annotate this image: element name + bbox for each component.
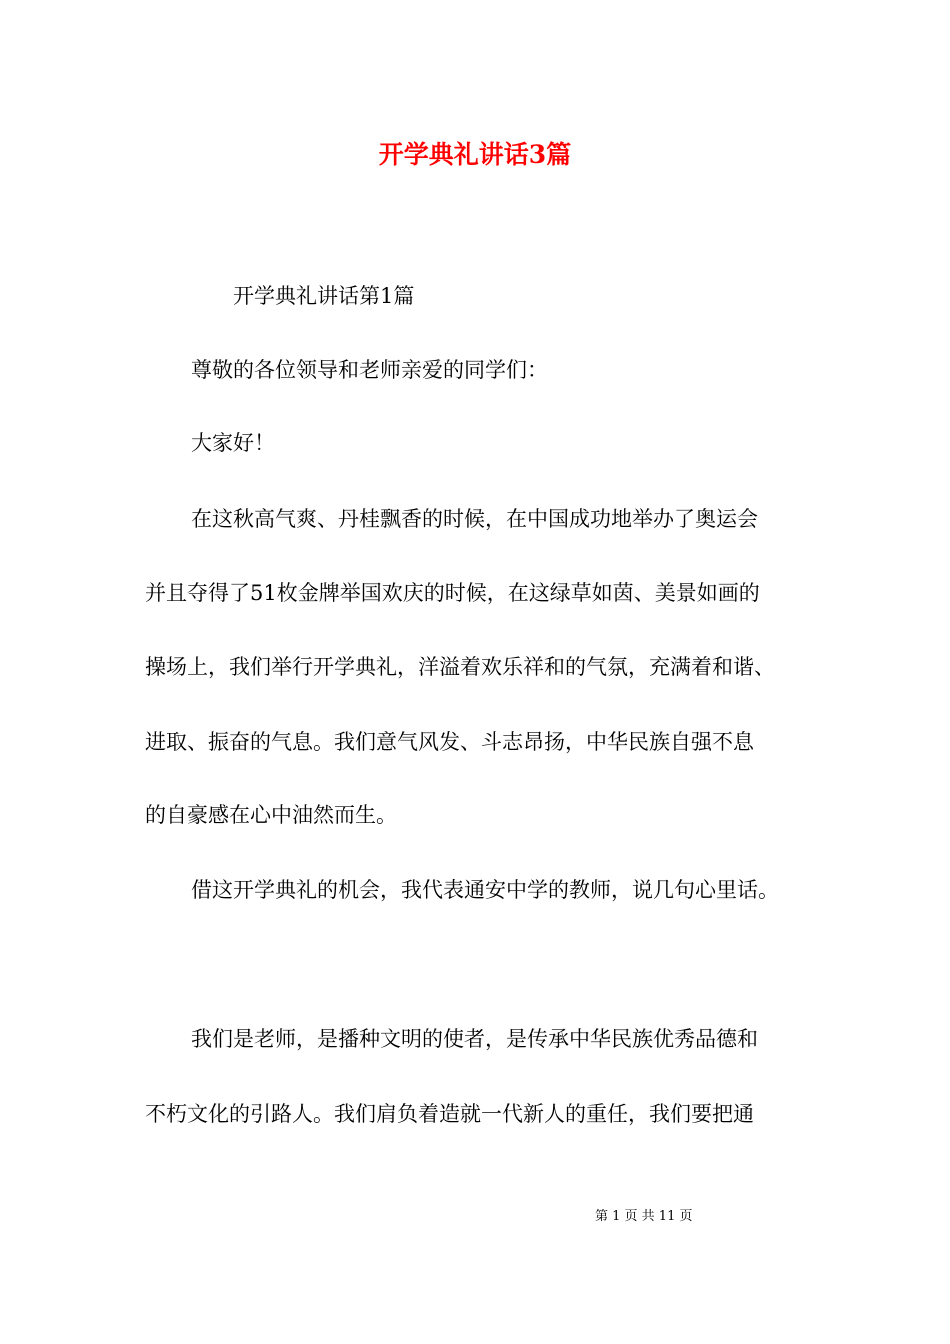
paragraph-1-line: 操场上，我们举行开学典礼，洋溢着欢乐祥和的气氛，充满着和谐、 [145,655,775,679]
paragraph-3-line: 不朽文化的引路人。我们肩负着造就一代新人的重任，我们要把通 [145,1102,754,1126]
page-number-footer: 第 1 页 共 11 页 [595,1209,693,1224]
paragraph-1-line: 并且夺得了51枚金牌举国欢庆的时候，在这绿草如茵、美景如画的 [145,581,760,605]
salutation: 尊敬的各位领导和老师亲爱的同学们： [191,358,548,382]
paragraph-1-line: 的自豪感在心中油然而生。 [145,803,397,827]
greeting: 大家好！ [191,431,275,455]
paragraph-2: 借这开学典礼的机会，我代表通安中学的教师，说几句心里话。 [191,878,779,902]
paragraph-1-line: 在这秋高气爽、丹桂飘香的时候，在中国成功地举办了奥运会 [191,507,758,531]
paragraph-1-line: 进取、振奋的气息。我们意气风发、斗志昂扬，中华民族自强不息 [145,730,754,754]
document-title: 开学典礼讲话3篇 [378,140,572,169]
paragraph-3-line: 我们是老师，是播种文明的使者，是传承中华民族优秀品德和 [191,1027,758,1051]
section-heading: 开学典礼讲话第1篇 [233,284,415,308]
